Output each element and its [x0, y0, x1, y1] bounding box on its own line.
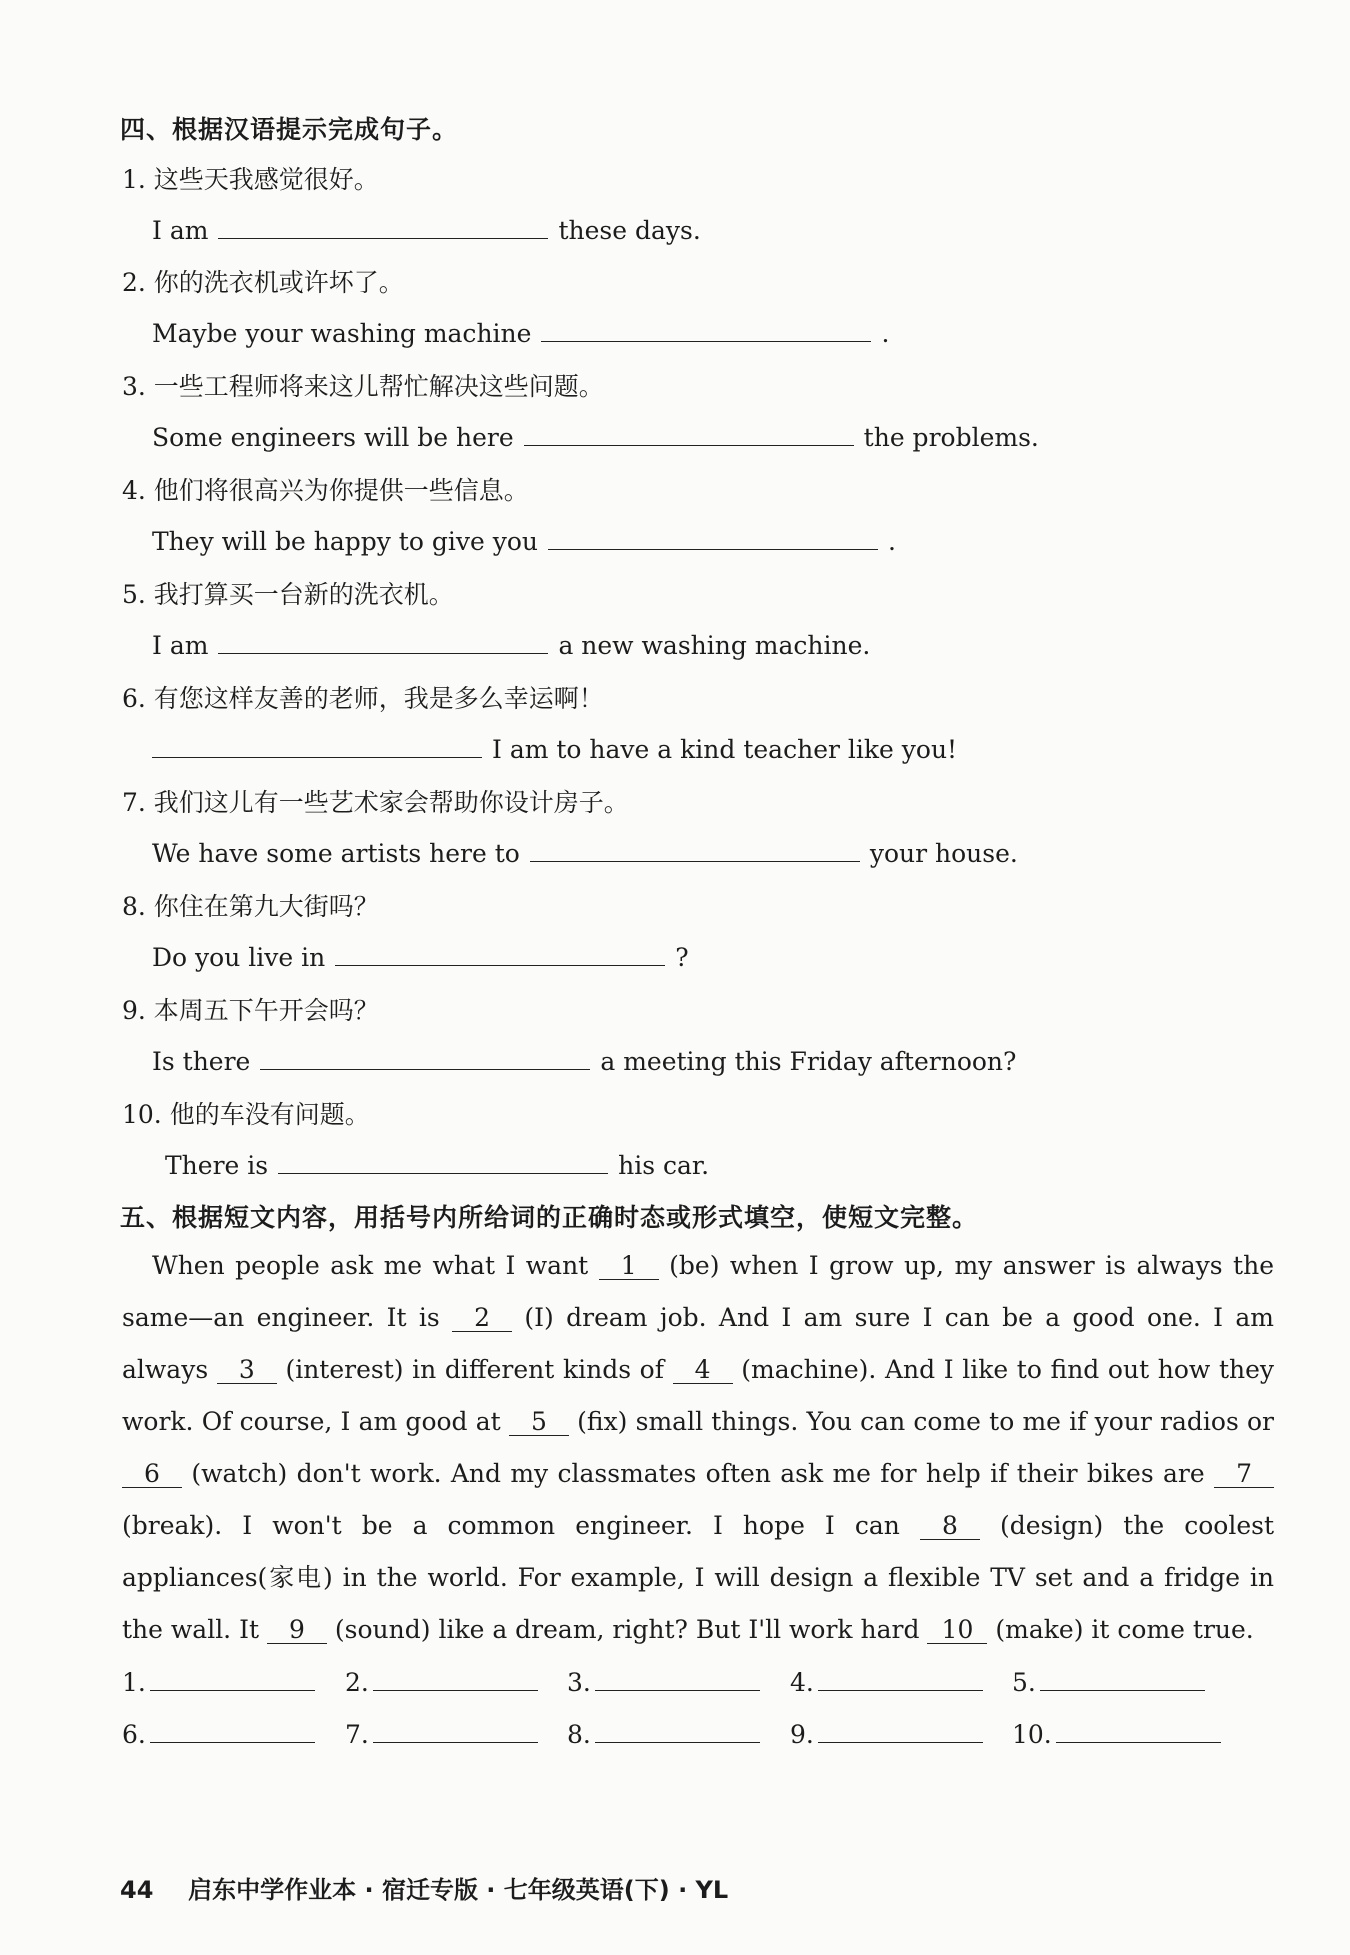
blank-8[interactable]: 8: [920, 1513, 980, 1540]
blank-2[interactable]: 2: [452, 1305, 512, 1332]
blank-7[interactable]: 7: [1214, 1461, 1274, 1488]
question-sentence: [165, 1147, 709, 1180]
answer-number: 5.: [1012, 1668, 1036, 1697]
answer-blank[interactable]: [541, 315, 871, 342]
page-number: 44: [120, 1876, 154, 1904]
blank-3[interactable]: 3: [217, 1357, 277, 1384]
answer-blank[interactable]: [335, 939, 665, 966]
answer-slot[interactable]: [790, 1664, 983, 1697]
answer-blank[interactable]: [524, 419, 854, 446]
answer-slot[interactable]: [1012, 1664, 1205, 1697]
sentence-start: There is: [165, 1151, 269, 1180]
answer-number: 9.: [790, 1720, 814, 1749]
question-prompt: 7. 我们这儿有一些艺术家会帮助你设计房子。: [122, 788, 629, 817]
section-5-title: 五、根据短文内容，用括号内所给词的正确时态或形式填空，使短文完整。: [120, 1203, 979, 1232]
passage: [122, 1240, 1274, 1656]
passage-text: (make) it come true.: [995, 1615, 1254, 1644]
passage-text: (I) dream job. And I am sure I can be a good one. I am always: [122, 1303, 1274, 1384]
answer-blank[interactable]: [152, 731, 482, 758]
answer-line[interactable]: [818, 1664, 983, 1691]
sentence-start: Do you live in: [152, 943, 326, 972]
passage-text: (sound) like a dream, right? But I'll work hard: [334, 1615, 920, 1644]
book-title: 启东中学作业本 · 宿迁专版 · 七年级英语(下) · YL: [188, 1876, 729, 1904]
sentence-start: I am: [152, 216, 209, 245]
sentence-end: I am to have a kind teacher like you!: [492, 735, 958, 764]
answer-number: 7.: [345, 1720, 369, 1749]
blank-1[interactable]: 1: [599, 1253, 659, 1280]
answer-line[interactable]: [595, 1664, 760, 1691]
question-prompt: 4. 他们将很高兴为你提供一些信息。: [122, 476, 529, 505]
answer-line[interactable]: [595, 1716, 760, 1743]
sentence-end: his car.: [618, 1151, 710, 1180]
sentence-end: the problems.: [863, 423, 1039, 452]
answer-slot[interactable]: [122, 1664, 315, 1697]
question-sentence: [152, 212, 701, 245]
answer-number: 3.: [567, 1668, 591, 1697]
sentence-end: ?: [675, 943, 689, 972]
answer-number: 10.: [1012, 1720, 1052, 1749]
question-sentence: [152, 1043, 1016, 1076]
answer-blank[interactable]: [260, 1043, 590, 1070]
answer-line[interactable]: [818, 1716, 983, 1743]
sentence-start: Is there: [152, 1047, 251, 1076]
sentence-start: I am: [152, 631, 209, 660]
question-sentence: [152, 627, 870, 660]
answer-number: 8.: [567, 1720, 591, 1749]
answer-blank[interactable]: [218, 627, 548, 654]
answer-line[interactable]: [373, 1664, 538, 1691]
question-prompt: 10. 他的车没有问题。: [122, 1100, 370, 1129]
blank-10[interactable]: 10: [927, 1617, 987, 1644]
sentence-end: these days.: [558, 216, 701, 245]
section-4-title: 四、根据汉语提示完成句子。: [120, 115, 459, 144]
answer-blank[interactable]: [548, 523, 878, 550]
question-sentence: [152, 939, 689, 972]
passage-text: (interest) in different kinds of: [285, 1355, 664, 1384]
sentence-end: your house.: [869, 839, 1018, 868]
question-sentence: [152, 315, 889, 348]
blank-5[interactable]: 5: [509, 1409, 569, 1436]
sentence-start: They will be happy to give you: [152, 527, 538, 556]
passage-text: (fix) small things. You can come to me if your radios or: [577, 1407, 1274, 1436]
passage-text: (machine). And I like to find out how they work. Of course, I am good at: [122, 1355, 1275, 1436]
question-sentence: [152, 523, 896, 556]
passage-text: When people ask me what I want: [152, 1251, 589, 1280]
answer-line[interactable]: [1056, 1716, 1221, 1743]
answer-slot[interactable]: [567, 1716, 760, 1749]
page-footer: [120, 1870, 728, 1905]
answer-blank[interactable]: [218, 212, 548, 239]
question-prompt: 2. 你的洗衣机或许坏了。: [122, 268, 404, 297]
answer-slot[interactable]: [345, 1664, 538, 1697]
answer-number: 1.: [122, 1668, 146, 1697]
answer-blank[interactable]: [530, 835, 860, 862]
passage-text: (break). I won't be a common engineer. I hope I can: [122, 1511, 900, 1540]
answer-slot[interactable]: [122, 1716, 315, 1749]
blank-9[interactable]: 9: [267, 1617, 327, 1644]
question-sentence: [152, 835, 1018, 868]
answer-line[interactable]: [373, 1716, 538, 1743]
sentence-end: .: [881, 319, 890, 348]
passage-text: (watch) don't work. And my classmates often ask me for help if their bikes are: [191, 1459, 1205, 1488]
sentence-start: Maybe your washing machine: [152, 319, 532, 348]
sentence-end: a meeting this Friday afternoon?: [600, 1047, 1017, 1076]
answer-slot[interactable]: [1012, 1716, 1221, 1749]
sentence-start: We have some artists here to: [152, 839, 520, 868]
answer-number: 2.: [345, 1668, 369, 1697]
question-prompt: 9. 本周五下午开会吗？: [122, 996, 379, 1025]
passage-text: (be) when I grow up, my answer is always the same—an engineer. It is: [122, 1251, 1275, 1332]
question-prompt: 8. 你住在第九大街吗？: [122, 892, 379, 921]
answer-number: 6.: [122, 1720, 146, 1749]
question-prompt: 5. 我打算买一台新的洗衣机。: [122, 580, 454, 609]
answer-line[interactable]: [1040, 1664, 1205, 1691]
question-sentence: [152, 731, 957, 764]
question-prompt: 6. 有您这样友善的老师，我是多么幸运啊！: [122, 684, 604, 713]
passage-text: (design) the coolest appliances(家电) in the world. For example, I will design a flexible TV set and a fridge in the wall. It: [122, 1511, 1275, 1644]
question-prompt: 3. 一些工程师将来这儿帮忙解决这些问题。: [122, 372, 604, 401]
answer-slot[interactable]: [790, 1716, 983, 1749]
blank-4[interactable]: 4: [673, 1357, 733, 1384]
question-prompt: 1. 这些天我感觉很好。: [122, 165, 379, 194]
answer-line[interactable]: [150, 1664, 315, 1691]
question-sentence: [152, 419, 1039, 452]
answer-blank[interactable]: [278, 1147, 608, 1174]
answer-slot[interactable]: [345, 1716, 538, 1749]
answer-line[interactable]: [150, 1716, 315, 1743]
sentence-end: .: [888, 527, 896, 556]
blank-6[interactable]: 6: [122, 1461, 182, 1488]
sentence-start: Some engineers will be here: [152, 423, 514, 452]
answer-number: 4.: [790, 1668, 814, 1697]
answer-slot[interactable]: [567, 1664, 760, 1697]
sentence-end: a new washing machine.: [558, 631, 871, 660]
